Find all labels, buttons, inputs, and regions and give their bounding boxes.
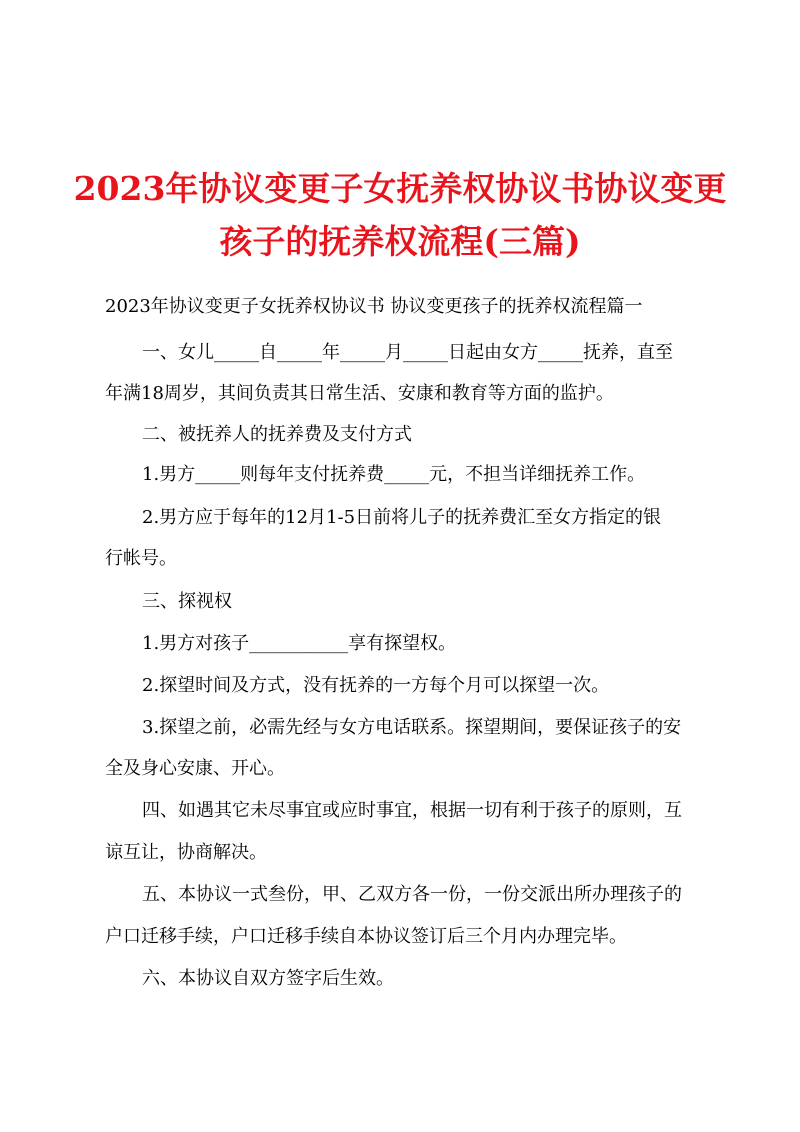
paragraph-1-line-2: 年满18周岁，其间负责其日常生活、安康和教育等方面的监护。	[105, 383, 614, 404]
paragraph-2: 二、被抚养人的抚养费及支付方式	[142, 424, 412, 445]
paragraph-4-line-2: 行帐号。	[105, 548, 177, 569]
paragraph-8-line-1: 3.探望之前，必需先经与女方电话联系。探望期间，要保证孩子的安	[142, 717, 682, 738]
paragraph-6: 1.男方对孩子___________享有探望权。	[142, 633, 457, 654]
paragraph-4-line-1: 2.男方应于每年的12月1-5日前将儿子的抚养费汇至女方指定的银	[142, 507, 662, 528]
paragraph-3: 1.男方_____则每年支付抚养费_____元，不担当详细抚养工作。	[142, 464, 646, 485]
document-title-line-2: 孩子的抚养权流程(三篇)	[219, 222, 581, 261]
paragraph-7: 2.探望时间及方式，没有抚养的一方每个月可以探望一次。	[142, 675, 610, 696]
paragraph-8-line-2: 全及身心安康、开心。	[105, 758, 285, 779]
document-title-line-1: 2023年协议变更子女抚养权协议书协议变更	[73, 169, 727, 208]
paragraph-5: 三、探视权	[142, 591, 232, 612]
paragraph-9-line-2: 谅互让，协商解决。	[105, 842, 267, 863]
paragraph-11: 六、本协议自双方签字后生效。	[142, 968, 394, 989]
paragraph-9-line-1: 四、如遇其它未尽事宜或应时事宜，根据一切有利于孩子的原则，互	[142, 800, 682, 821]
paragraph-10-line-2: 户口迁移手续，户口迁移手续自本协议签订后三个月内办理完毕。	[105, 926, 627, 947]
paragraph-1-line-1: 一、女儿_____自_____年_____月_____日起由女方_____抚养，直至	[142, 342, 673, 363]
section-heading: 2023年协议变更子女抚养权协议书 协议变更孩子的抚养权流程篇一	[105, 296, 643, 317]
paragraph-10-line-1: 五、本协议一式叁份，甲、乙双方各一份，一份交派出所办理孩子的	[142, 884, 682, 905]
